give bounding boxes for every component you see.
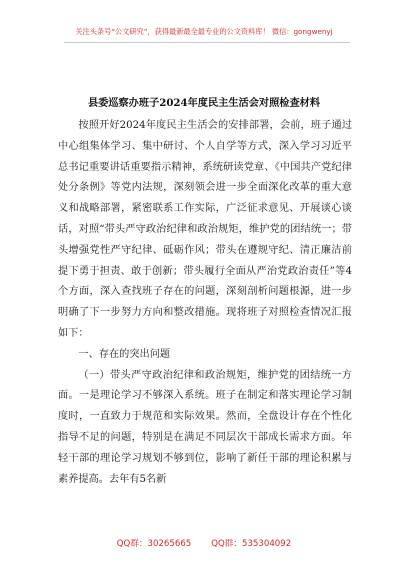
footer-contact [0,537,408,549]
footer-qq-group-2: QQ群：535304092 [211,539,292,549]
intro-paragraph: 按照开好2024年度民主生活会的安排部署，会前，班子通过中心组集体学习、集中研讨、个人自学等方式，深入学习习近平总书记重要讲话重要指示精神，系统研读党章、《中国共产党纪律处分条例》等党内法规，深刻领会进一步全面深化改革的重大意义和战略部署，紧密联系工作实际，广泛征求意见、开展谈心谈话，对照“带头严守政治纪律和政治规矩，维护党的团结统一；带头增强党性严守纪律、砥砺作风；带头在遵规守纪、清正廉洁前提下勇于担责、敢于创新；带头履行全面从严治党政治责任”等4个方面，深入查找班子存在的问题，深刻剖析问题根源，进一步明确了下一步努力方向和整改措施。现将班子对照检查情况汇报如下： [58,120,352,339]
document-title: 县委巡察办班子2024年度民主生活会对照检查材料 [87,97,321,109]
subsection-paragraph: （一）带头严守政治纪律和政治规矩，维护党的团结统一方面。一是理论学习不够深入系统。班子在制定和落实理论学习制度时，一直致力于规范和实际效果。然而，全盘设计存在个性化指导不足的问题，特别是在满足不同层次干部成长需求方面。年轻干部的理论学习规划不够到位，影响了新任干部的理论积累与素养提高。去年有5名新 [58,369,352,485]
document-body [58,116,352,490]
section-heading: 一、存在的突出问题 [78,348,171,360]
header-divider [64,42,350,43]
footer-qq-group-1: QQ群：30265665 [116,539,192,549]
header-promo-note: 关注头条号“公文研究”，获得最新最全最专业的公文资料库！ 微信：gongwenyj [75,27,333,36]
